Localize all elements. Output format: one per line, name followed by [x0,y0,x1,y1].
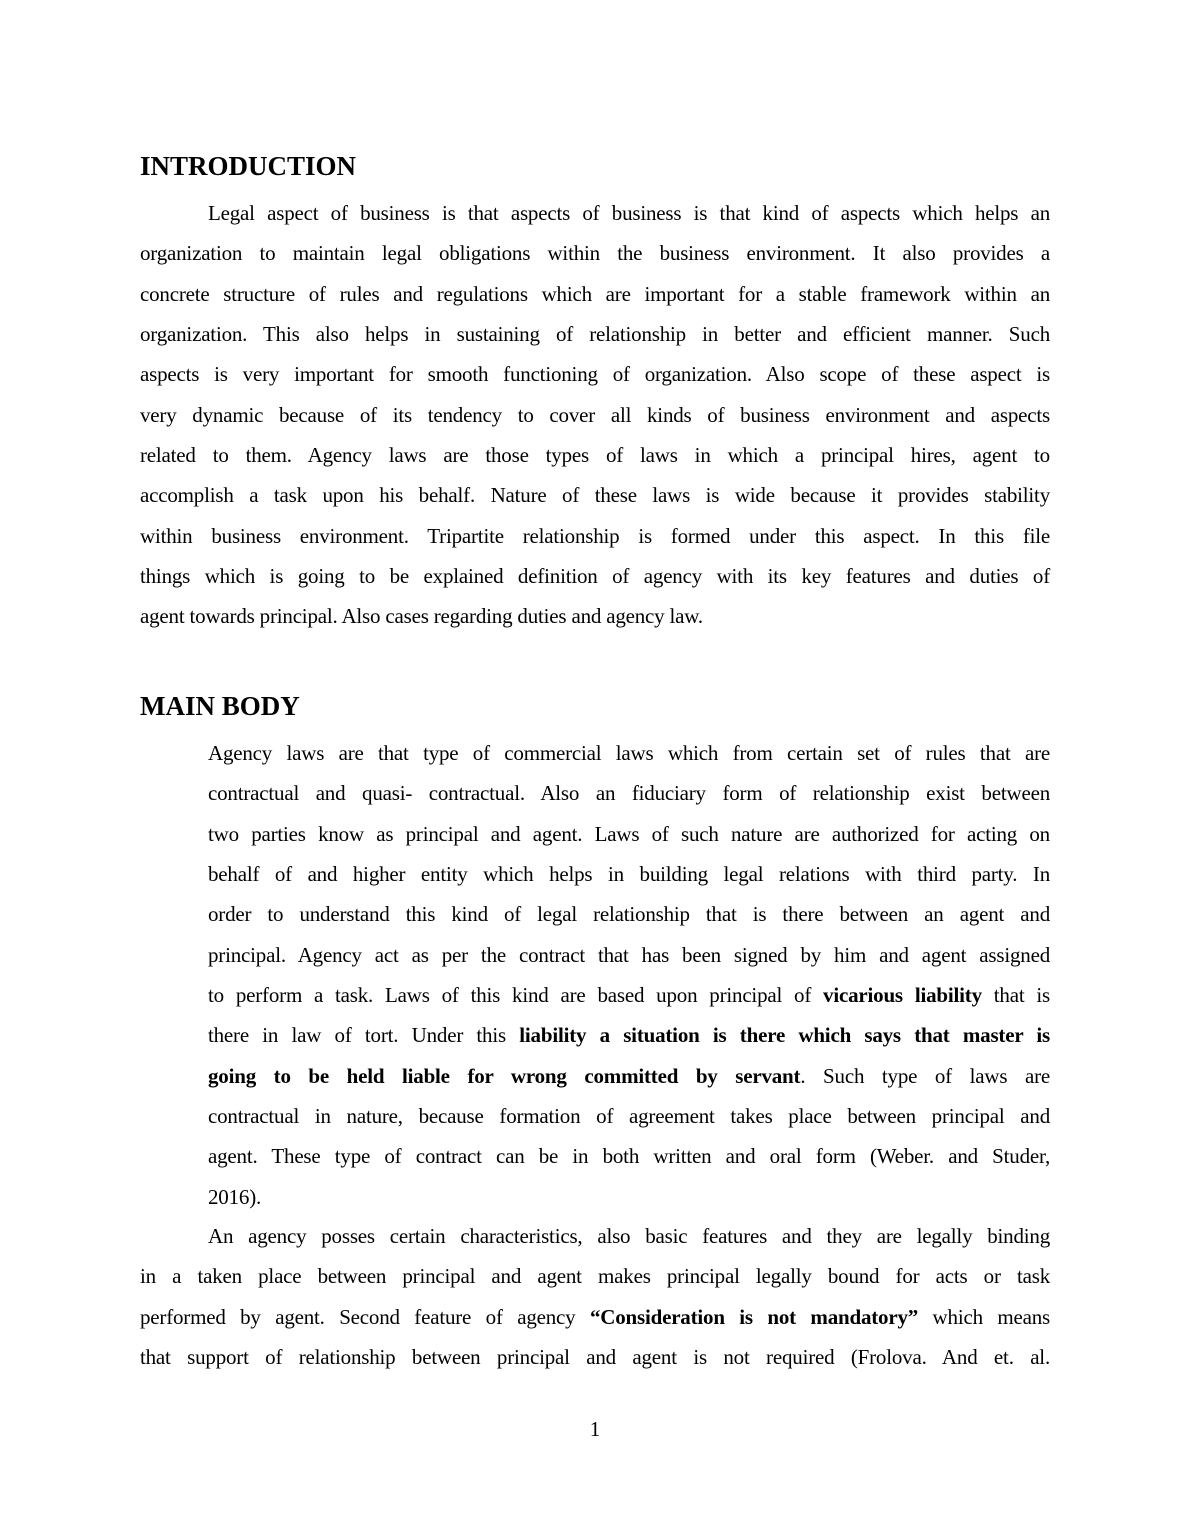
introduction-paragraph [140,193,1050,637]
text-line [140,556,1050,596]
main-body-paragraph-1 [208,733,1050,1217]
text-segment: agent towards principal. Also cases regarding duties and agency law. [140,604,703,629]
text-segment: accomplish a task upon his behalf. Nature of these laws is wide because it provides stability [140,483,1050,508]
text-segment: An agency posses certain characteristics, also basic features and they are legally binding [208,1224,1050,1248]
text-segment: organization to maintain legal obligations within the business environment. It also provides a [140,241,1050,266]
bold-text-segment: vicarious liability [823,982,982,1007]
text-line [208,854,1050,894]
text-line [140,233,1050,273]
text-line [208,1056,1050,1096]
text-segment: which means [918,1304,1050,1329]
text-line [140,274,1050,314]
text-segment: in a taken place between principal and agent makes principal legally bound for acts or task [140,1264,1050,1289]
text-segment: related to them. Agency laws are those types of laws in which a principal hires, agent to [140,442,1050,467]
text-line [140,354,1050,394]
text-line [140,435,1050,475]
introduction-heading: INTRODUCTION [140,151,357,181]
text-line [140,1256,1050,1296]
text-line [140,516,1050,556]
text-segment: that support of relationship between principal and agent is not required (Frolova. And et. al. [140,1344,1050,1369]
text-line [140,193,1050,233]
text-line [140,395,1050,435]
text-line [140,1297,1050,1337]
text-segment: behalf of and higher entity which helps in building legal relations with third party. In [208,861,1050,886]
text-segment: principal. Agency act as per the contract that has been signed by him and agent assigned [208,942,1050,967]
text-segment: . Such type of laws are [800,1063,1050,1088]
bold-text-segment: liability a situation is there which says that master is [519,1023,1050,1048]
text-line [208,1136,1050,1176]
text-line [208,975,1050,1015]
text-segment: two parties know as principal and agent. Laws of such nature are authorized for acting on [208,821,1050,846]
text-segment: aspects is very important for smooth functioning of organization. Also scope of these aspect is [140,362,1050,387]
text-segment: 2016). [208,1184,262,1209]
main-body-paragraph-2 [140,1216,1050,1377]
main-body-heading: MAIN BODY [140,691,300,721]
text-line [208,773,1050,813]
text-segment: Agency laws are that type of commercial laws which from certain set of rules that are [208,741,1050,765]
text-segment: organization. This also helps in sustaining of relationship in better and efficient manner. Such [140,321,1050,346]
text-segment: agent. These type of contract can be in both written and oral form (Weber. and Studer, [208,1144,1050,1169]
text-segment: performed by agent. Second feature of agency [140,1304,590,1329]
bold-text-segment: going to be held liable for wrong committed by servant [208,1063,801,1088]
text-line [208,935,1050,975]
text-segment: concrete structure of rules and regulations which are important for a stable framework within an [140,281,1050,306]
text-line [208,733,1050,773]
page-number: 1 [589,1417,601,1441]
text-line [208,1096,1050,1136]
text-line [208,1177,1050,1217]
text-line [140,1337,1050,1377]
text-segment: contractual in nature, because formation of agreement takes place between principal and [208,1103,1050,1128]
text-line [208,1015,1050,1055]
text-line [140,596,1050,636]
text-segment: Legal aspect of business is that aspects of business is that kind of aspects which helps an [208,201,1050,225]
text-segment: within business environment. Tripartite relationship is formed under this aspect. In this file [140,523,1050,548]
text-segment: there in law of tort. Under this [208,1023,520,1048]
text-segment: order to understand this kind of legal relationship that is there between an agent and [208,902,1050,927]
text-segment: contractual and quasi- contractual. Also an fiduciary form of relationship exist between [208,781,1050,806]
text-line [140,1216,1050,1256]
text-line [140,475,1050,515]
bold-text-segment: “Consideration is not mandatory” [589,1304,919,1329]
text-segment: to perform a task. Laws of this kind are based upon principal of [208,982,824,1007]
text-line [208,894,1050,934]
text-segment: things which is going to be explained definition of agency with its key features and duties of [140,563,1050,588]
text-segment: that is [981,982,1050,1007]
text-line [208,814,1050,854]
text-segment: very dynamic because of its tendency to cover all kinds of business environment and aspects [140,402,1050,427]
text-line [140,314,1050,354]
